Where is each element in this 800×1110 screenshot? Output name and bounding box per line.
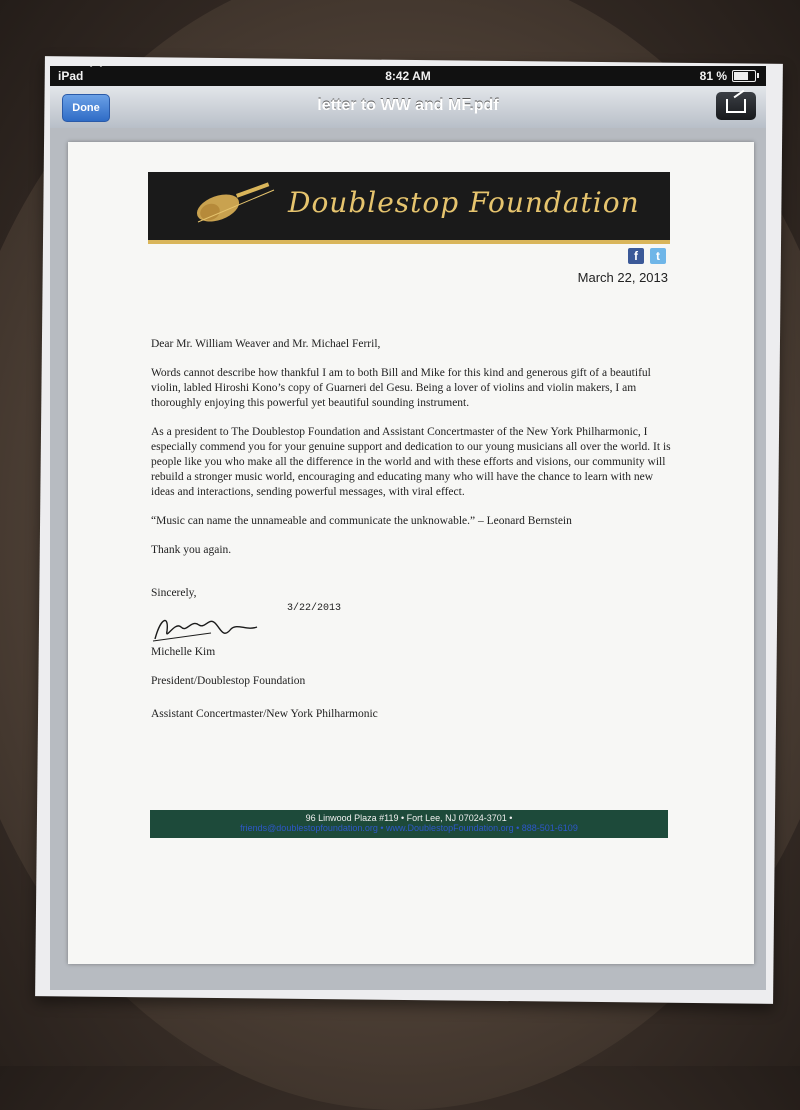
signature-date: 3/22/2013	[287, 603, 342, 614]
pdf-page	[68, 142, 754, 964]
paragraph: Words cannot describe how thankful I am to both Bill and Mike for this kind and generous gift of a beautiful violin, labled Hiroshi Kono’s copy of Guarneri del Gesu. Being a lover of violins and violin makers, I am thoroughly enjoying this powerful yet beautiful sounding instrument.	[151, 367, 651, 409]
navigation-bar	[50, 86, 766, 129]
signer-title: Assistant Concertmaster/New York Philharmonic	[151, 708, 378, 720]
paragraph: As a president to The Doublestop Foundation and Assistant Concertmaster of the New York Philharmonic, I especially commend you for your genuine support and dedication to our young musicians all over the world. It is people like you who make all the difference in the world and with these efforts and visions, our community will rebuild a stronger music world, encouraging and educating many who will have the chance to learn with new ideas and interactions, sending powerful messages, with viral effect.	[151, 426, 671, 498]
facebook-icon[interactable]: f	[628, 248, 644, 264]
battery-icon	[732, 70, 756, 82]
letter-date: March 22, 2013	[577, 270, 668, 285]
footer-address: 96 Linwood Plaza #119 • Fort Lee, NJ 07024-3701 •	[305, 813, 513, 823]
organization-name: Doublestop Foundation	[288, 186, 640, 219]
twitter-icon[interactable]: t	[650, 248, 666, 264]
closing: Sincerely,	[151, 587, 197, 599]
share-icon	[726, 99, 746, 113]
signer-title: President/Doublestop Foundation	[151, 675, 306, 687]
footer-contact: friends@doublestopfoundation.org • www.DoublestopFoundation.org • 888-501-6109	[240, 823, 578, 833]
signer-name: Michelle Kim	[151, 646, 216, 658]
status-time: 8:42 AM	[385, 69, 431, 83]
violin-logo-icon	[188, 182, 278, 230]
battery-percent: 81 %	[699, 69, 727, 83]
status-bar	[50, 66, 766, 86]
done-button[interactable]: Done	[62, 94, 110, 122]
share-button[interactable]	[716, 92, 756, 120]
quote: “Music can name the unnameable and communicate the unknowable.” – Leonard Bernstein	[151, 515, 572, 527]
document-title: letter to WW and MF.pdf	[317, 97, 499, 114]
signature-block	[151, 603, 671, 653]
letter-body	[151, 337, 671, 736]
device-label: iPad	[58, 69, 84, 83]
handwritten-signature	[151, 611, 261, 645]
social-links	[628, 248, 666, 264]
salutation: Dear Mr. William Weaver and Mr. Michael Ferril,	[151, 338, 381, 350]
letterhead-banner	[148, 172, 670, 244]
letter-footer	[150, 810, 668, 838]
thanks-line: Thank you again.	[151, 544, 232, 556]
